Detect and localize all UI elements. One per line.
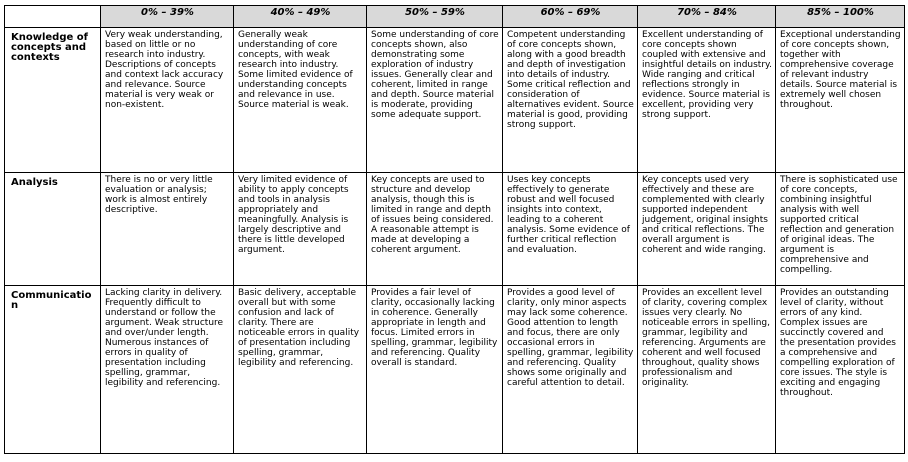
- descriptor-cell: Basic delivery, acceptable overall but with some confusion and lack of clarity. There are noticeable errors in quality of presentation including spelling, grammar, legibility and referencing.: [234, 286, 367, 454]
- band-header-85-100: 85% – 100%: [776, 6, 905, 28]
- header-row: [5, 6, 905, 28]
- band-header-0-39: 0% – 39%: [101, 6, 234, 28]
- marking-rubric-table: [4, 5, 905, 454]
- band-header-70-84: 70% – 84%: [638, 6, 776, 28]
- band-header-50-59: 50% – 59%: [367, 6, 503, 28]
- descriptor-cell: Key concepts used very effectively and these are complemented with clearly supported independent judgement, original insights and critical reflections. The overall argument is coherent and wide ranging.: [638, 173, 776, 286]
- descriptor-cell: Provides an excellent level of clarity, covering complex issues very clearly. No noticeable errors in spelling, grammar, legibility and referencing. Arguments are coherent and well focused throughout, quality shows professionalism and originality.: [638, 286, 776, 454]
- descriptor-cell: Generally weak understanding of core concepts, with weak research into industry. Some limited evidence of understanding concepts and relevance in use. Source material is weak.: [234, 28, 367, 173]
- band-header-60-69: 60% – 69%: [503, 6, 638, 28]
- criterion-label-knowledge: Knowledge of concepts and contexts: [5, 28, 101, 173]
- band-header-40-49: 40% – 49%: [234, 6, 367, 28]
- criterion-label-analysis: Analysis: [5, 173, 101, 286]
- descriptor-cell: Excellent understanding of core concepts shown coupled with extensive and insightful details on industry. Wide ranging and critical reflections strongly in evidence. Source material is excellent, providing very strong support.: [638, 28, 776, 173]
- criterion-row-communication: [5, 286, 905, 454]
- descriptor-cell: Lacking clarity in delivery. Frequently difficult to understand or follow the argument. Weak structure and over/under length. Numerous instances of errors in quality of presentation including spelling, grammar, legibility and referencing.: [101, 286, 234, 454]
- criterion-label-communication: Communication: [5, 286, 101, 454]
- criterion-row-analysis: [5, 173, 905, 286]
- criterion-row-knowledge: [5, 28, 905, 173]
- descriptor-cell: Some understanding of core concepts shown, also demonstrating some exploration of industry issues. Generally clear and coherent, limited in range and depth. Source material is moderate, providing some adequate support.: [367, 28, 503, 173]
- descriptor-cell: There is sophisticated use of core concepts, combining insightful analysis with well supported critical reflection and generation of original ideas. The argument is comprehensive and compelling.: [776, 173, 905, 286]
- descriptor-cell: There is no or very little evaluation or analysis; work is almost entirely descriptive.: [101, 173, 234, 286]
- descriptor-cell: Key concepts are used to structure and develop analysis, though this is limited in range and depth of issues being considered. A reasonable attempt is made at developing a coherent argument.: [367, 173, 503, 286]
- descriptor-cell: Competent understanding of core concepts shown, along with a good breadth and depth of investigation into details of industry. Some critical reflection and consideration of alternatives evident. Source material is good, providing strong support.: [503, 28, 638, 173]
- descriptor-cell: Provides a good level of clarity, only minor aspects may lack some coherence. Good attention to length and focus, there are only occasional errors in spelling, grammar, legibility and referencing. Quality shows some originally and careful attention to detail.: [503, 286, 638, 454]
- descriptor-cell: Very weak understanding, based on little or no research into industry. Descriptions of concepts and context lack accuracy and relevance. Source material is very weak or non-existent.: [101, 28, 234, 173]
- descriptor-cell: Provides a fair level of clarity, occasionally lacking in coherence. Generally appropriate in length and focus. Limited errors in spelling, grammar, legibility and referencing. Quality overall is standard.: [367, 286, 503, 454]
- descriptor-cell: Uses key concepts effectively to generate robust and well focused insights into context, leading to a coherent analysis. Some evidence of further critical reflection and evaluation.: [503, 173, 638, 286]
- descriptor-cell: Very limited evidence of ability to apply concepts and tools in analysis appropriately and meaningfully. Analysis is largely descriptive and there is little developed argument.: [234, 173, 367, 286]
- descriptor-cell: Provides an outstanding level of clarity, without errors of any kind. Complex issues are succinctly covered and the presentation provides a comprehensive and compelling exploration of core issues. The style is exciting and engaging throughout.: [776, 286, 905, 454]
- descriptor-cell: Exceptional understanding of core concepts shown, together with comprehensive coverage of relevant industry details. Source material is extremely well chosen throughout.: [776, 28, 905, 173]
- header-corner-cell: [5, 6, 101, 28]
